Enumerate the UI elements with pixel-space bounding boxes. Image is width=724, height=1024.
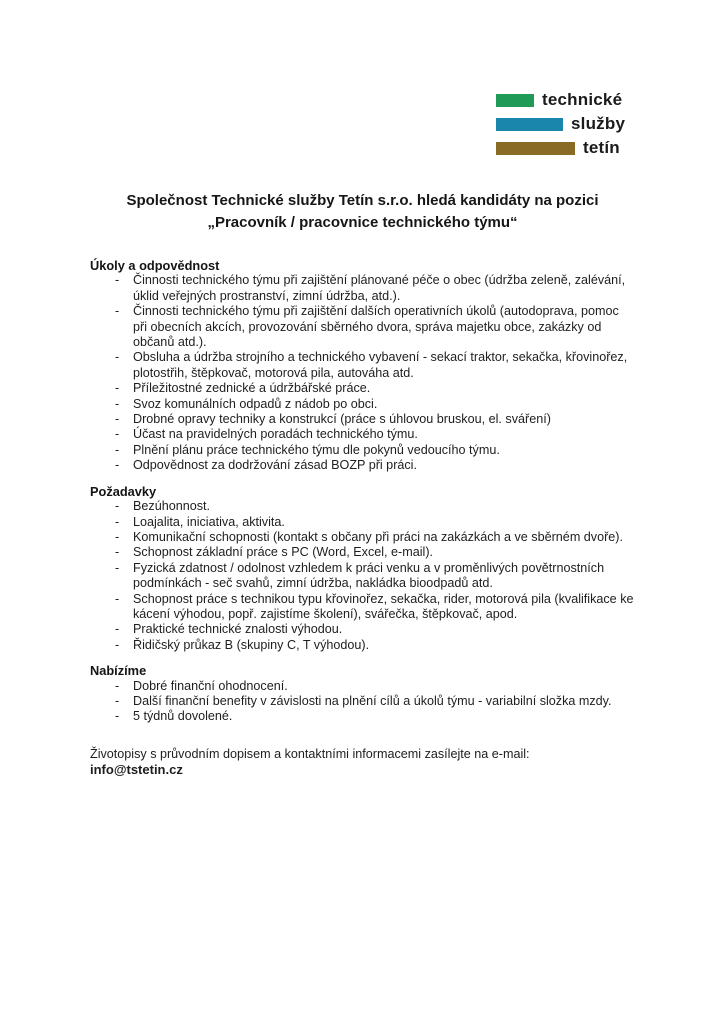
- footer-note: [90, 746, 635, 778]
- section-heading: Nabízíme: [90, 663, 147, 679]
- list-item-marker: -: [115, 622, 120, 637]
- list-item-marker: -: [115, 427, 120, 442]
- list-item-text: Příležitostné zednické a údržbářské práce.: [133, 381, 371, 396]
- job-title: [90, 190, 635, 234]
- list-item: [90, 304, 635, 350]
- list-item-text: Dobré finanční ohodnocení.: [133, 678, 288, 693]
- logo-label: služby: [571, 114, 626, 133]
- section-duties: [90, 258, 635, 474]
- list-item-text: 5 týdnů dovolené.: [133, 709, 233, 724]
- list-item: [90, 412, 635, 427]
- section-heading: Úkoly a odpovědnost: [90, 258, 220, 273]
- list-item-text: Obsluha a údržba strojního a technického vybavení - sekací traktor, sekačka, křovinořez, plotostřih, štěpkovač, motorová pila, autováha atd.: [133, 350, 628, 380]
- list-item-text: Svoz komunálních odpadů z nádob po obci.: [133, 396, 378, 411]
- list-item: [90, 638, 635, 653]
- list-item: [90, 694, 635, 709]
- list-item-marker: -: [115, 591, 120, 606]
- list-item-text: Praktické technické znalosti výhodou.: [133, 622, 343, 637]
- list-item-text: Komunikační schopnosti (kontakt s občany při práci na zakázkách a ve sběrném dvoře).: [133, 529, 624, 544]
- list-item-marker: -: [115, 412, 120, 427]
- logo-label: tetín: [583, 138, 620, 157]
- section-offer: [90, 663, 635, 725]
- list-item-marker: -: [115, 678, 120, 693]
- list-item-marker: -: [115, 304, 120, 319]
- logo-bar-brown: [496, 142, 575, 155]
- list-item: [90, 561, 635, 592]
- list-item-marker: -: [115, 637, 120, 652]
- list-item: [90, 545, 635, 560]
- company-logo: [496, 90, 626, 165]
- logo-row: [496, 138, 626, 157]
- list-item-marker: -: [115, 273, 120, 288]
- list-item: [90, 458, 635, 473]
- list-item-marker: -: [115, 709, 120, 724]
- list-item: [90, 350, 635, 381]
- list-item-text: Fyzická zdatnost / odolnost vzhledem k práci venku a v proměnlivých povětrnostních podmínkách - seč svahů, zimní údržba, nakládka bioodpadů atd.: [133, 560, 605, 591]
- list-item: [90, 515, 635, 530]
- logo-bar-green: [496, 94, 534, 107]
- logo-row: [496, 114, 626, 133]
- section-heading: Požadavky: [90, 483, 157, 499]
- list-item-marker: -: [115, 350, 120, 365]
- footer-instruction: Životopisy s průvodním dopisem a kontaktními informacemi zasílejte na e-mail:: [90, 747, 530, 761]
- list-item: [90, 709, 635, 724]
- list-item-marker: -: [115, 442, 120, 457]
- job-title-line1: Společnost Technické služby Tetín s.r.o. hledá kandidáty na pozici: [126, 192, 599, 209]
- list-item: [90, 530, 635, 545]
- list-item-marker: -: [115, 560, 120, 575]
- list-item-marker: -: [115, 514, 120, 529]
- list-item-text: Drobné opravy techniky a konstrukcí (práce s úhlovou bruskou, el. sváření): [133, 412, 551, 427]
- list-item: [90, 443, 635, 458]
- list-item-text: Činnosti technického týmu při zajištění dalších operativních úkolů (autodoprava, pomoc při obecních akcích, provozování sběrného dvora, správa majetku obce, zakázky od občanů atd.).: [133, 304, 619, 350]
- list-item-marker: -: [115, 529, 120, 544]
- logo-label: technické: [542, 90, 623, 109]
- list-item-text: Odpovědnost za dodržování zásad BOZP při práci.: [133, 458, 417, 473]
- list-item-marker: -: [115, 396, 120, 411]
- list-item-text: Bezúhonnost.: [133, 499, 211, 514]
- list-item-text: Loajalita, iniciativa, aktivita.: [133, 514, 285, 529]
- list-item-text: Schopnost základní práce s PC (Word, Excel, e-mail).: [133, 545, 434, 560]
- logo-bar-teal: [496, 118, 563, 131]
- document-body: [90, 258, 635, 725]
- list-item: [90, 622, 635, 637]
- list-item: [90, 679, 635, 694]
- list-item-text: Řidičský průkaz B (skupiny C, T výhodou).: [133, 637, 370, 652]
- list-item: [90, 381, 635, 396]
- list-item-marker: -: [115, 381, 120, 396]
- list-item: [90, 273, 635, 304]
- list-item-text: Účast na pravidelných poradách technického týmu.: [133, 427, 418, 442]
- list-item-text: Plnění plánu práce technického týmu dle pokynů vedoucího týmu.: [133, 442, 500, 457]
- list-item: [90, 397, 635, 412]
- list-item-marker: -: [115, 458, 120, 473]
- contact-email: info@tstetin.cz: [90, 762, 183, 777]
- list-item-text: Schopnost práce s technikou typu křovinořez, sekačka, rider, motorová pila (kvalifikace ke kácení výhodou, popř. zajistíme školení), svářečka, štěpkovač, apod.: [133, 591, 634, 621]
- list-item: [90, 427, 635, 442]
- list-item: [90, 499, 635, 514]
- list-item-marker: -: [115, 499, 120, 514]
- job-title-line2: „Pracovník / pracovnice technického týmu“: [207, 214, 518, 231]
- list-item-text: Činnosti technického týmu při zajištění plánované péče o obec (údržba zeleně, zalévání, úklid veřejných prostranství, zimní údržba, atd.).: [133, 273, 626, 303]
- list-item: [90, 592, 635, 623]
- list-item-text: Další finanční benefity v závislosti na plnění cílů a úkolů týmu - variabilní složka mzdy.: [133, 693, 612, 708]
- logo-row: [496, 90, 626, 109]
- list-item-marker: -: [115, 545, 120, 560]
- section-requirements: [90, 484, 635, 653]
- list-item-marker: -: [115, 693, 120, 708]
